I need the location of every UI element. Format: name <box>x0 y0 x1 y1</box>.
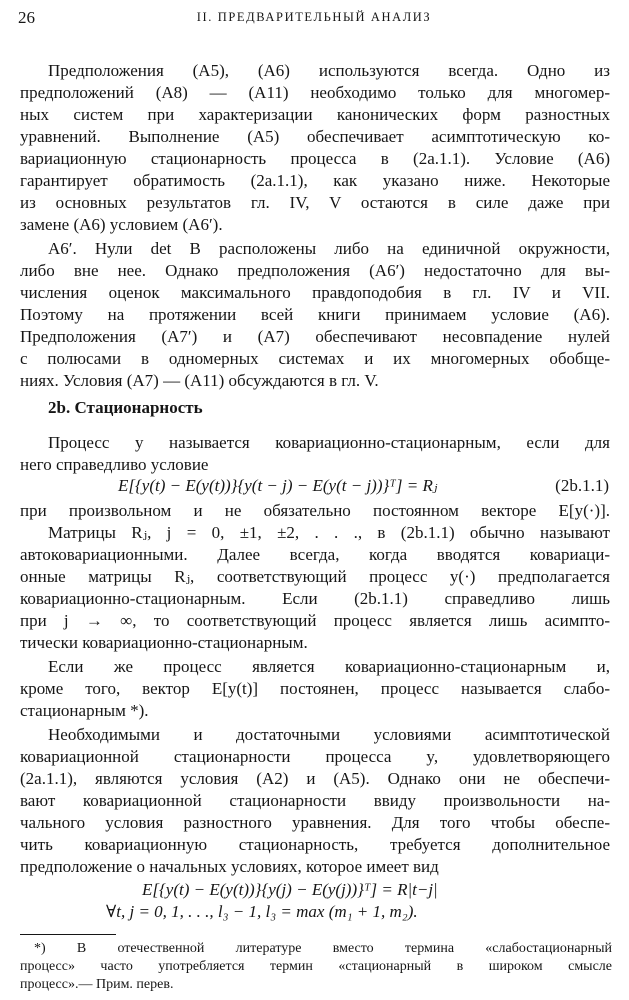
running-head <box>18 8 610 30</box>
para4-line: ковариационно-стационарным. Если (2b.1.1) справедливо лишь <box>20 589 610 608</box>
para1-line: вариационную стационарность процесса в (2a.1.1). Условие (A6) <box>20 149 610 168</box>
running-title: II. ПРЕДВАРИТЕЛЬНЫЙ АНАЛИЗ <box>196 10 432 24</box>
para6-line: вают ковариационной стационарности ввиду произвольности на- <box>20 791 610 810</box>
para6-line: ковариационной стационарности процесса y, удовлетворяющего <box>20 747 610 766</box>
para2-line: ниях. Условия (A7) — (A11) обсуждаются в гл. V. <box>20 371 379 390</box>
equation-number: (2b.1.1) <box>555 476 609 495</box>
para2-line: числения оценок максимального правдоподобия в гл. IV и VII. <box>20 283 610 302</box>
para2-line: Поэтому на протяжении всей книги принимаем условие (A6). <box>20 305 610 324</box>
footnote-line: процесс» часто употребляется термин «стационарный в широком смысле <box>20 959 612 974</box>
para4-line: онные матрицы Rⱼ, соответствующий процесс y(·) предполагается <box>20 567 610 586</box>
equation-2b-1-1: E[{y(t) − E(y(t))}{y(t − j) − E(y(t − j))}ᵀ] = Rⱼ <box>118 476 438 495</box>
para6-line: чального условия разностного уравнения. Для того чтобы обеспе- <box>20 813 610 832</box>
para1-line: ных систем при характеризации канонических форм разностных <box>20 105 610 124</box>
para1-line: замене (A6) условием (A6′). <box>20 215 223 234</box>
para1-line: из основных результатов гл. IV, V остаются в силе даже при <box>20 193 610 212</box>
para3-line: него справедливо условие <box>20 455 209 474</box>
para2-line: A6′. Нули det B расположены либо на единичной окружности, <box>48 239 610 258</box>
footnote-line: процесс».— Прим. перев. <box>20 977 174 992</box>
para6-line: предположение о начальных условиях, которое имеет вид <box>20 857 439 876</box>
para1-line: Предположения (A5), (A6) используются всегда. Одно из <box>48 61 610 80</box>
para6-line: Необходимыми и достаточными условиями асимптотической <box>48 725 610 744</box>
initial-condition-equation: E[{y(t) − E(y(t))}{y(j) − E(y(j))}ᵀ] = R|t−j| <box>142 880 438 899</box>
para2-line: с полюсами в одномерных системах и их многомерных обобще- <box>20 349 610 368</box>
para5-line: Если же процесс является ковариационно-стационарным и, <box>48 657 610 676</box>
footnote-line: *) В отечественной литературе вместо термина «слабостационарный <box>34 941 612 956</box>
para5-line: стационарным *). <box>20 701 149 720</box>
para1-line: гарантирует обратимость (2a.1.1), как указано ниже. Некоторые <box>20 171 610 190</box>
section-heading: 2b. Стационарность <box>48 398 203 417</box>
para2-line: либо вне нее. Однако предположения (A6′) недостаточно для вы- <box>20 261 610 280</box>
para2-line: Предположения (A7′) и (A7) обеспечивают несовпадение нулей <box>20 327 610 346</box>
para4-line: автоковариационными. Далее всегда, когда вводятся ковариаци- <box>20 545 610 564</box>
para4-line: тически ковариационно-стационарным. <box>20 633 308 652</box>
para4-line: при произвольном и не обязательно постоянном векторе E[y(·)]. <box>20 501 610 520</box>
page-number: 26 <box>18 8 35 27</box>
para3-line: Процесс y называется ковариационно-стационарным, если для <box>48 433 610 452</box>
para4-line: при j → ∞, то соответствующий процесс является лишь асимпто- <box>20 611 610 630</box>
para1-line: уравнений. Выполнение (A5) обеспечивает асимптотическую ко- <box>20 127 610 146</box>
footnote-rule <box>20 934 116 935</box>
para6-line: (2a.1.1), являются условия (A2) и (A5). Однако они не обеспечи- <box>20 769 610 788</box>
para5-line: кроме того, вектор E[y(t)] постоянен, процесс называется слабо- <box>20 679 610 698</box>
para4-line: Матрицы Rⱼ, j = 0, ±1, ±2, . . ., в (2b.1.1) обычно называют <box>48 523 610 542</box>
para1-line: предположений (A8) — (A11) необходимо только для многомер- <box>20 83 610 102</box>
initial-condition-range: ∀t, j = 0, 1, . . ., l₃ − 1, l₃ = max (m₁ + 1, m₂). <box>106 902 418 921</box>
para6-line: чить ковариационную стационарность, требуется дополнительное <box>20 835 610 854</box>
